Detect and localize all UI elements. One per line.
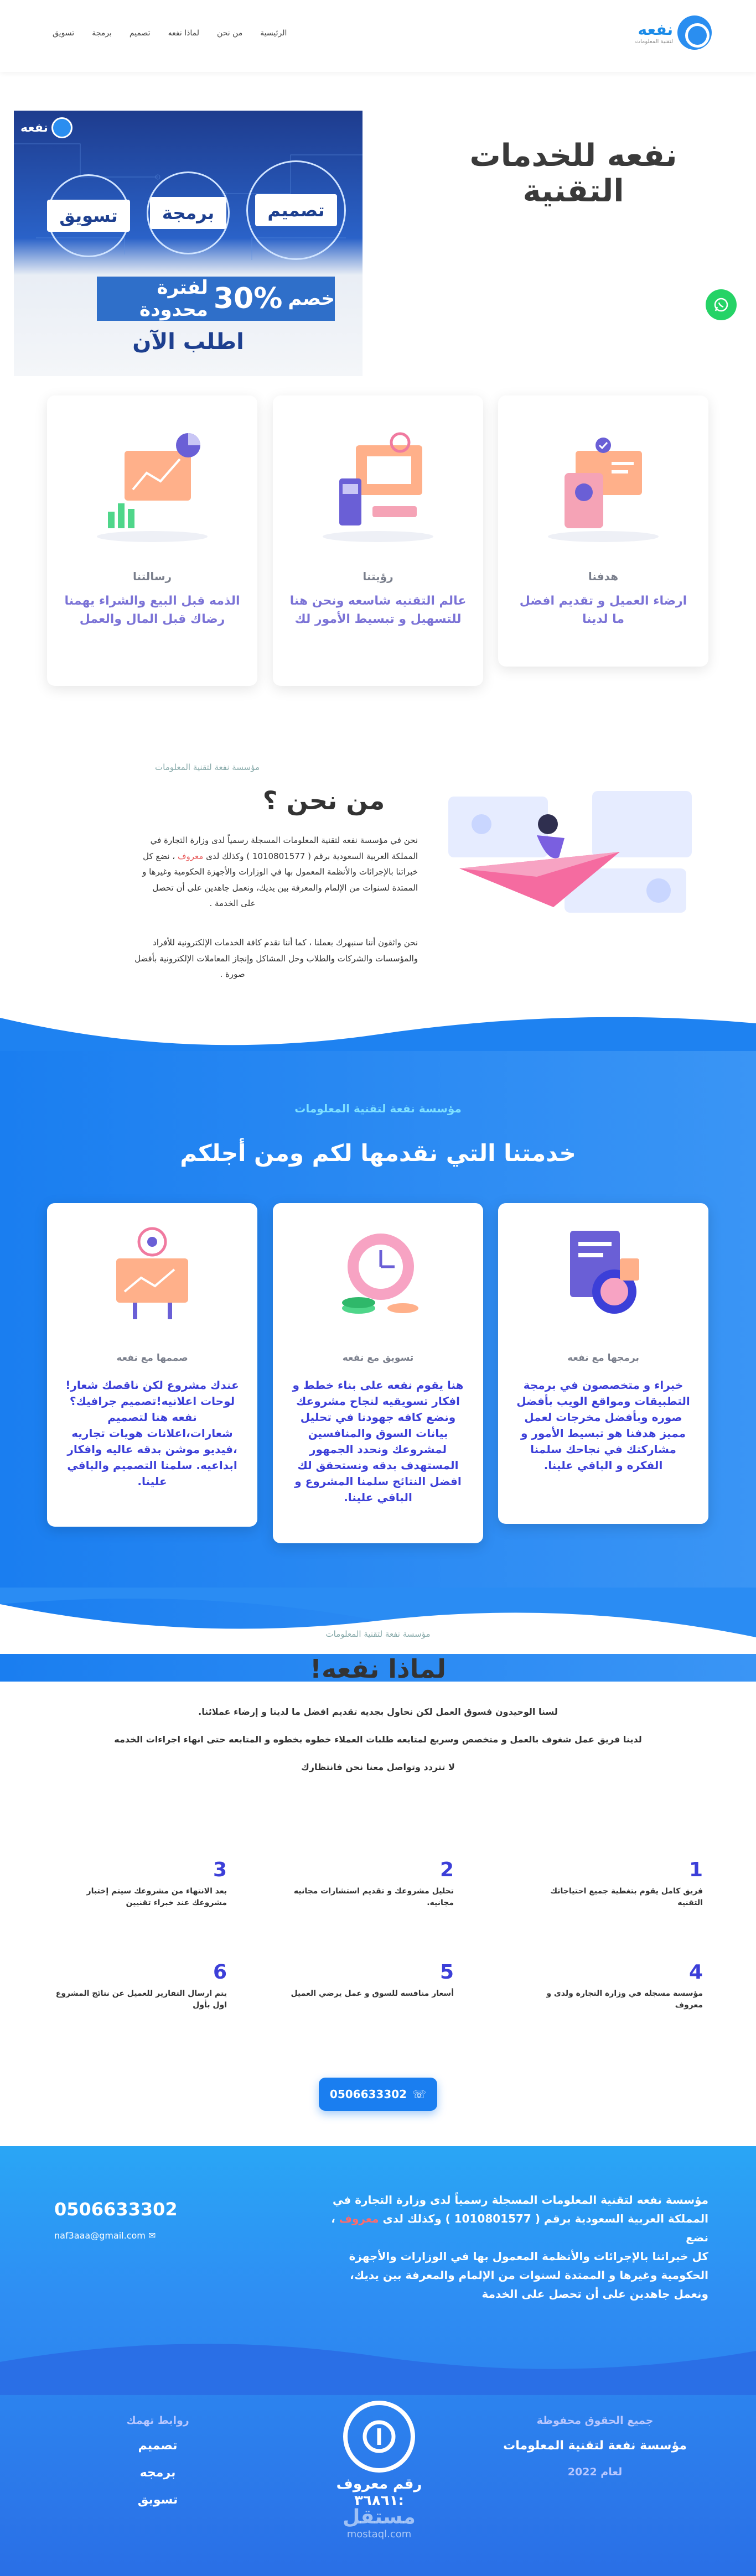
about-p1-line3: خبراتنا بالإجرائات والأنظمة المعمول بها في الوزارات والأجهزة الحكومية وغيرها و [142, 867, 418, 877]
why-step-3 [50, 1859, 227, 1909]
mission-illustration [91, 429, 213, 545]
rights-title: جميع الحقوق محفوظة [536, 2414, 654, 2427]
links-title: روابط تهمك [126, 2414, 189, 2427]
offer-prefix: خصم [288, 288, 335, 310]
programming-text: خبراء و متخصصون في برمجة التطبيقات ومواقع الويب بأفضل صوره وبأفضل مخرجات لعمل مميز هدفنا هو تبسيط الأمور و مشاركتك في نجاحك سلمنا الفكره و الباقي علينا. [516, 1378, 690, 1472]
step-number: 3 [213, 1859, 227, 1881]
watermark-site: mostaql.com [346, 2528, 412, 2540]
about-illustration [437, 785, 703, 918]
footer-email[interactable] [54, 2230, 156, 2241]
whatsapp-icon [713, 296, 729, 313]
goal-text: ارضاء العميل و تقديم افضل ما لدينا [519, 594, 687, 626]
footer-links [111, 2414, 205, 2520]
mission-card [47, 395, 257, 686]
nav-why[interactable]: لماذا نفعه [168, 29, 199, 38]
offer-value: 30% [213, 282, 283, 315]
banner-pill-programming: برمجة [150, 197, 226, 229]
mail-icon: ✉ [148, 2230, 156, 2241]
footer-about-text: المملكة العربية السعودية برقم ( 1010801577 ) وكذلك لدى [382, 2212, 708, 2225]
step-number: 5 [439, 1961, 454, 1984]
rights-org: مؤسسة نفعة لتقنية المعلومات [503, 2439, 687, 2453]
offer-suffix: لفترة محدودة [139, 277, 208, 321]
mission-title: رسالتنا [132, 570, 172, 583]
why-step-5 [277, 1961, 454, 2000]
vision-illustration [317, 429, 439, 545]
footer-about-line4: الحكومية وغيرها و الممتدة لسنوات من الإلمام والمعرفة بين يديك، [350, 2268, 708, 2282]
footer-link-programming[interactable]: برمجه [139, 2466, 176, 2480]
about-paragraph-1 [47, 832, 418, 912]
design-text: عندك مشروع لكن ناقصك شعار!لوحات اعلانيه!تصميم جرافيك؟ نفعه هنا لتصميم شعارات،اعلانات هويات تجاريه ،فيديو موشن بدقه عاليه وافكار ابداعيه. سلمنا التصميم والباقي علينا. [65, 1378, 239, 1488]
why-step-1 [526, 1859, 703, 1909]
step-text: يتم ارسال التقارير للعميل عن نتائج المشروع اول بأول [55, 1989, 227, 2010]
goal-card [498, 395, 708, 667]
logo-icon [677, 15, 712, 50]
banner-pill-marketing: تسويق [47, 200, 130, 232]
nav-design[interactable]: تصميم [129, 29, 151, 38]
goal-title: هدفنا [588, 570, 619, 583]
logo-subtitle: لتقنية المعلومات [635, 39, 673, 45]
watermark-brand: مستقل [343, 2506, 416, 2528]
maroof-logo-icon [360, 2417, 398, 2456]
logo-name: نفعه [638, 20, 673, 39]
why-step-2 [277, 1859, 454, 1909]
footer-about-line5: ونعمل جاهدين على أن تحصل على الخدمة [481, 2287, 708, 2301]
about-title: من نحن ؟ [262, 785, 385, 815]
maroof-number: رقم معروف :٣٦٨٦١ [336, 2476, 422, 2509]
about-p2-line2: والمؤسسات والشركات والطلاب وحل المشاكل وإنجاز المعاملات الإلكترونية بأفضل [134, 953, 418, 964]
banner-pill-design: تصميم [255, 194, 336, 226]
rights-year: لعام 2022 [567, 2466, 623, 2478]
hero-banner[interactable] [14, 111, 363, 376]
about-subtitle: مؤسسة نفعة لتقنية المعلومات [155, 762, 260, 772]
nav-marketing[interactable]: تسويق [53, 29, 75, 38]
step-number: 1 [688, 1859, 703, 1881]
vision-card [273, 395, 483, 686]
marketing-text: هنا يقوم نفعه على بناء خطط و افكار تسويقيه لنجاح مشروعك ونضع كافه جهودنا في تحليل بيانات السوق والمنافسين لمشروعك ونحدد الجمهور المستهدف بدقه ونستحقق لك افضل النتائج سلمنا المشروع و الباقي علينا. [292, 1378, 464, 1504]
whatsapp-button[interactable] [706, 289, 737, 320]
service-card-marketing [273, 1203, 483, 1543]
banner-logo [20, 117, 73, 138]
nav-about[interactable]: من نحن [217, 29, 243, 38]
about-p1-line5: على الخدمة . [209, 898, 256, 908]
footer-phone[interactable]: 0506633302 [54, 2199, 178, 2220]
services-subtitle: مؤسسة نفعة لتقنية المعلومات [294, 1102, 462, 1115]
service-card-programming [498, 1203, 708, 1524]
banner-circle-programming [147, 171, 230, 254]
call-button-number: 0506633302 [329, 2088, 407, 2101]
step-number: 4 [688, 1961, 703, 1984]
services-wave-bottom [0, 1588, 756, 1654]
about-p1-tail: ، نضع كل [143, 851, 175, 861]
marketing-title: تسويق مع نفعه [342, 1352, 414, 1364]
footer-link-marketing[interactable]: تسويق [137, 2493, 178, 2507]
programming-illustration [553, 1225, 653, 1325]
nav-programming[interactable]: برمجة [92, 29, 112, 38]
about-p2-line1: نحن واثقون أننا سنبهرك بعملنا ، كما أننا نقدم كافة الخدمات الإلكترونية للأفراد [153, 938, 418, 948]
banner-circle-design [246, 160, 346, 260]
step-text: فريق كامل يقوم بتغطية جميع احتياجاتك التقنيه [550, 1887, 703, 1907]
about-p1-line4: الممتدة لسنوات من الإلمام والمعرفة بين يديك، ونعمل جاهدين على أن تحصل [152, 882, 418, 893]
mission-text: الذمه قبل البيع والشراء يهمنا رضاك قبل المال والعمل [64, 594, 240, 626]
about-maroof-link[interactable]: معروف [177, 851, 204, 861]
maroof-badge[interactable] [321, 2401, 437, 2540]
step-number: 6 [213, 1961, 227, 1984]
why-step-4 [526, 1961, 703, 2011]
why-title: لماذا نفعه! [310, 1654, 446, 1684]
why-line-2: لدينا فريق عمل شغوف بالعمل و متخصص وسريع لمتابعه طلبات العملاء خطوه بخطوه و المتابعه حتى انهاء اجراءات الخدمه [114, 1734, 642, 1745]
site-header [0, 0, 756, 72]
footer-link-design[interactable]: تصميم [138, 2439, 178, 2453]
why-line-1: لسنا الوحيدون فسوق العمل لكن نحاول بجديه تقديم افضل ما لدينا و إرضاء عملائنا. [198, 1706, 558, 1717]
goal-illustration [542, 429, 664, 545]
why-subtitle: مؤسسة نفعة لتقنية المعلومات [325, 1629, 431, 1639]
footer-about [310, 2190, 708, 2303]
phone-icon: ☏ [412, 2088, 427, 2101]
step-text: أسعار منافسه للسوق و عمل يرضي العميل [291, 1989, 454, 1998]
banner-circle-marketing [47, 174, 130, 257]
about-p2-line3: صورة . [220, 969, 245, 979]
design-title: صممها مع نفعه [116, 1352, 188, 1364]
order-now-cta[interactable]: اطلب الآن [132, 329, 244, 355]
vision-text: عالم التقنيه شاسعه ونحن هنا للتسهيل و تبسيط الأمور لك [289, 594, 467, 626]
call-button[interactable] [319, 2078, 437, 2111]
about-paragraph-2 [47, 935, 418, 982]
marketing-illustration [328, 1225, 428, 1325]
services-title: خدمتنا التي نقدمها لكم ومن أجلكم [180, 1139, 576, 1167]
vision-title: رؤيتنا [363, 570, 393, 583]
footer-about-tail: ، نضع [331, 2212, 708, 2244]
site-logo[interactable] [635, 15, 712, 50]
footer-rights [501, 2414, 689, 2490]
banner-logo-text: نفعه [20, 121, 48, 135]
footer-maroof-link[interactable]: معروف [339, 2212, 379, 2225]
banner-logo-icon [51, 117, 73, 138]
about-p1-line1: نحن في مؤسسة نفعه لتقنية المعلومات المسجلة رسمياً لدى وزارة التجارة في [150, 835, 418, 845]
hero-title: نفعه للخدمات التقنية [469, 138, 677, 210]
nav-home[interactable]: الرئيسية [260, 29, 287, 38]
step-text: تحليل مشروعك و تقديم استشارات مجانيه مجانيه. [293, 1887, 454, 1907]
service-card-design [47, 1203, 257, 1527]
about-p1-line2 [47, 849, 418, 865]
step-number: 2 [439, 1859, 454, 1881]
discount-banner [97, 277, 335, 321]
design-illustration [102, 1225, 202, 1325]
step-text: مؤسسة مسجله في وزارة التجارة ولدى و معروف [546, 1989, 703, 2010]
footer-about-line3: كل خبراتنا بالإجرائات والأنظمة المعمول بها في الوزارات والأجهزة [349, 2250, 708, 2263]
footer-email-text: naf3aaa@gmail.com [54, 2230, 146, 2241]
footer-about-line1: مؤسسة نفعه لتقنية المعلومات المسجلة رسمياً لدى وزارة التجارة في [332, 2193, 708, 2206]
programming-title: برمجها مع نفعه [567, 1352, 639, 1364]
main-nav [53, 29, 287, 38]
footer-wave [0, 2329, 756, 2395]
maroof-icon [343, 2401, 415, 2473]
why-step-6 [50, 1961, 227, 2011]
about-p1-text: المملكة العربية السعودية برقم ( 1010801577 ) وكذلك لدى [206, 851, 418, 861]
footer-about-line2 [310, 2209, 708, 2247]
why-line-3: لا تتردد وتواصل معنا نحن فانتظارك [301, 1762, 455, 1772]
step-text: بعد الانتهاء من مشروعك سيتم إختبار مشروعك عند خبراء تقنيين [86, 1887, 227, 1907]
